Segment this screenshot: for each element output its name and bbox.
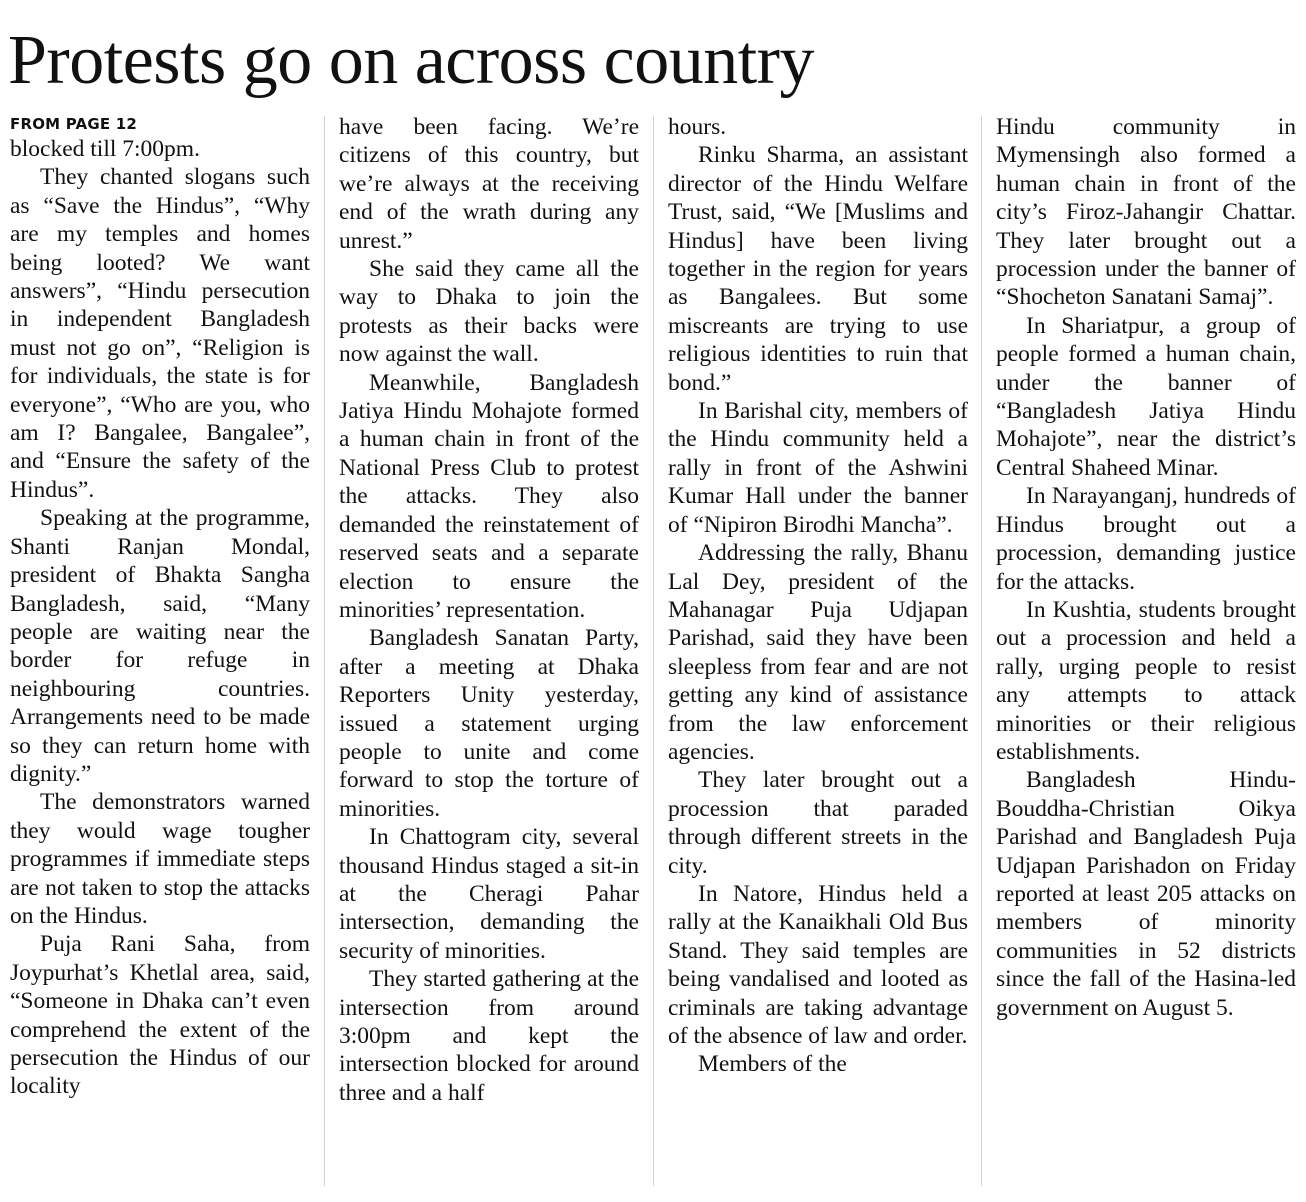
paragraph: hours. (668, 114, 727, 140)
paragraph: They later brought out a procession that paraded through different streets in the city. (668, 767, 968, 879)
paragraph: In Kushtia, students brought out a procession and held a rally, urging people to resist any attempts to attack minorities or their religious establishments. (996, 596, 1296, 765)
paragraph: Bangladesh Sanatan Party, after a meeting at Dhaka Reporters Unity yesterday, issued a statement urging people to unite and come forward to stop the torture of minorities. (339, 625, 639, 822)
paragraph: have been facing. We’re citizens of this country, but we’re always at the receiving end of the wrath during any unrest.” (339, 114, 639, 254)
paragraph: Members of the (698, 1051, 847, 1078)
paragraph: Speaking at the programme, Shanti Ranjan Mondal, president of Bhakta Sangha Bangladesh, said, “Many people are waiting near the border for refuge in neighbouring countries. Arrangements need to be made so they can return home with dignity.” (10, 505, 310, 787)
article-column-1 (10, 113, 310, 1101)
paragraph: In Chattogram city, several thousand Hindus staged a sit-in at the Cheragi Pahar intersection, demanding the security of minorities. (339, 824, 639, 964)
paragraph: Bangladesh Hindu-Bouddha-Christian Oikya Parishad and Bangladesh Puja Udjapan Parishadon on Friday reported at least 205 attacks on members of minority communities in 52 districts since the fall of the Hasina-led government on August 5. (996, 767, 1296, 1021)
article-column-2 (339, 113, 639, 1107)
continued-from-label: FROM PAGE 12 (10, 115, 137, 133)
paragraph: Hindu community in Mymensingh also formed a human chain in front of the city’s Firoz-Jahangir Chattar. They later brought out a procession under the banner of “Shocheton Sanatani Samaj”. (996, 114, 1296, 311)
paragraph: Rinku Sharma, an assistant director of the Hindu Welfare Trust, said, “We [Muslims and Hindus] have been living together in the region for years as Bangalees. But some miscreants are trying to use religious identities to ruin that bond.” (668, 142, 968, 396)
column-rule (324, 116, 325, 1186)
paragraph: In Narayanganj, hundreds of Hindus brought out a procession, demanding justice for the attacks. (996, 483, 1296, 595)
paragraph: The demonstrators warned they would wage tougher programmes if immediate steps are not taken to stop the attacks on the Hindus. (10, 789, 310, 929)
paragraph: blocked till 7:00pm. (10, 136, 200, 162)
paragraph: Meanwhile, Bangladesh Jatiya Hindu Mohajote formed a human chain in front of the National Press Club to protest the attacks. They also demanded the reinstatement of reserved seats and a separate election to ensure the minorities’ representation. (339, 369, 639, 623)
paragraph: Puja Rani Saha, from Joypurhat’s Khetlal area, said, “Someone in Dhaka can’t even comprehend the extent of the persecution the Hindus of our locality (10, 931, 310, 1100)
paragraph: They chanted slogans such as “Save the Hindus”, “Why are my temples and homes being looted? We want answers”, “Hindu persecution in independent Bangladesh must not go on”, “Religion is for individuals, the state is for everyone”, “Who are you, who am I? Bangalee, Bangalee”, and “Ensure the safety of the Hindus”. (10, 164, 310, 503)
paragraph: In Natore, Hindus held a rally at the Kanaikhali Old Bus Stand. They said temples are being vandalised and looted as criminals are taking advantage of the absence of law and order. (668, 880, 968, 1049)
paragraph: Addressing the rally, Bhanu Lal Dey, president of the Mahanagar Puja Udjapan Parishad, said they have been sleepless from fear and are not getting any kind of assistance from the law enforcement agencies. (668, 540, 968, 765)
paragraph: She said they came all the way to Dhaka to join the protests as their backs were now against the wall. (339, 256, 639, 368)
headline: Protests go on across country (8, 22, 814, 99)
paragraph: In Shariatpur, a group of people formed a human chain, under the banner of “Bangladesh Jatiya Hindu Mohajote”, near the district’s Central Shaheed Minar. (996, 312, 1296, 481)
paragraph: They started gathering at the intersection from around 3:00pm and kept the intersection blocked for around three and a half (339, 966, 639, 1106)
article-column-4 (996, 113, 1296, 1022)
article-column-3 (668, 113, 968, 1079)
column-rule (653, 116, 654, 1186)
paragraph: In Barishal city, members of the Hindu community held a rally in front of the Ashwini Kumar Hall under the banner of “Nipiron Birodhi Mancha”. (668, 398, 968, 538)
column-rule (981, 116, 982, 1186)
